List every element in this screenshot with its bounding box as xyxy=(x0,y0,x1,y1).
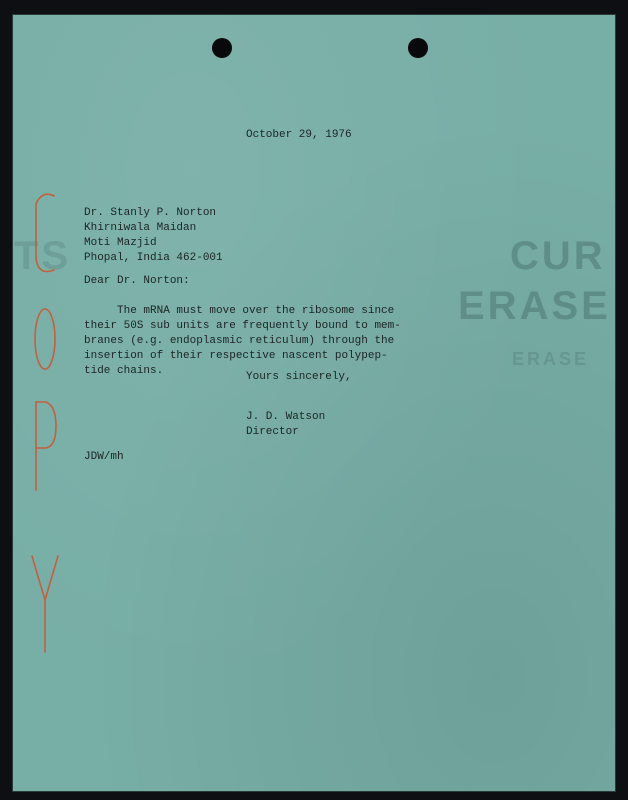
letter-body xyxy=(84,304,401,379)
recipient-address xyxy=(84,206,223,266)
body-line: tide chains. xyxy=(84,365,164,377)
body-line: their 50S sub units are frequently bound to mem- xyxy=(84,320,401,332)
address-line: Phopal, India 462-001 xyxy=(84,252,223,264)
signer-title: Director xyxy=(246,426,299,438)
letter-date: October 29, 1976 xyxy=(246,129,352,141)
ghost-mark-erase-small: ERASE xyxy=(512,349,590,369)
recipient-name: Dr. Stanly P. Norton xyxy=(84,207,217,219)
typist-initials: JDW/mh xyxy=(84,451,124,463)
signer-name: J. D. Watson xyxy=(246,411,326,423)
salutation: Dear Dr. Norton: xyxy=(84,275,190,287)
letter-page xyxy=(12,14,616,792)
body-line: insertion of their respective nascent polypep- xyxy=(84,350,388,362)
binder-hole-right xyxy=(408,38,428,58)
address-line: Khirniwala Maidan xyxy=(84,222,197,234)
signature-block xyxy=(246,410,325,440)
body-line: branes (e.g. endoplasmic reticulum) through the xyxy=(84,335,395,347)
binder-hole-left xyxy=(212,38,232,58)
closing: Yours sincerely, xyxy=(246,371,352,383)
body-line: The mRNA must move over the ribosome since xyxy=(84,305,395,317)
ghost-mark-erase: ERASE xyxy=(458,284,611,328)
address-line: Moti Mazjid xyxy=(84,237,157,249)
ghost-mark-left: TS xyxy=(14,234,72,278)
copy-stamp-icon xyxy=(26,184,62,654)
ghost-mark-cur: CUR xyxy=(510,234,606,278)
